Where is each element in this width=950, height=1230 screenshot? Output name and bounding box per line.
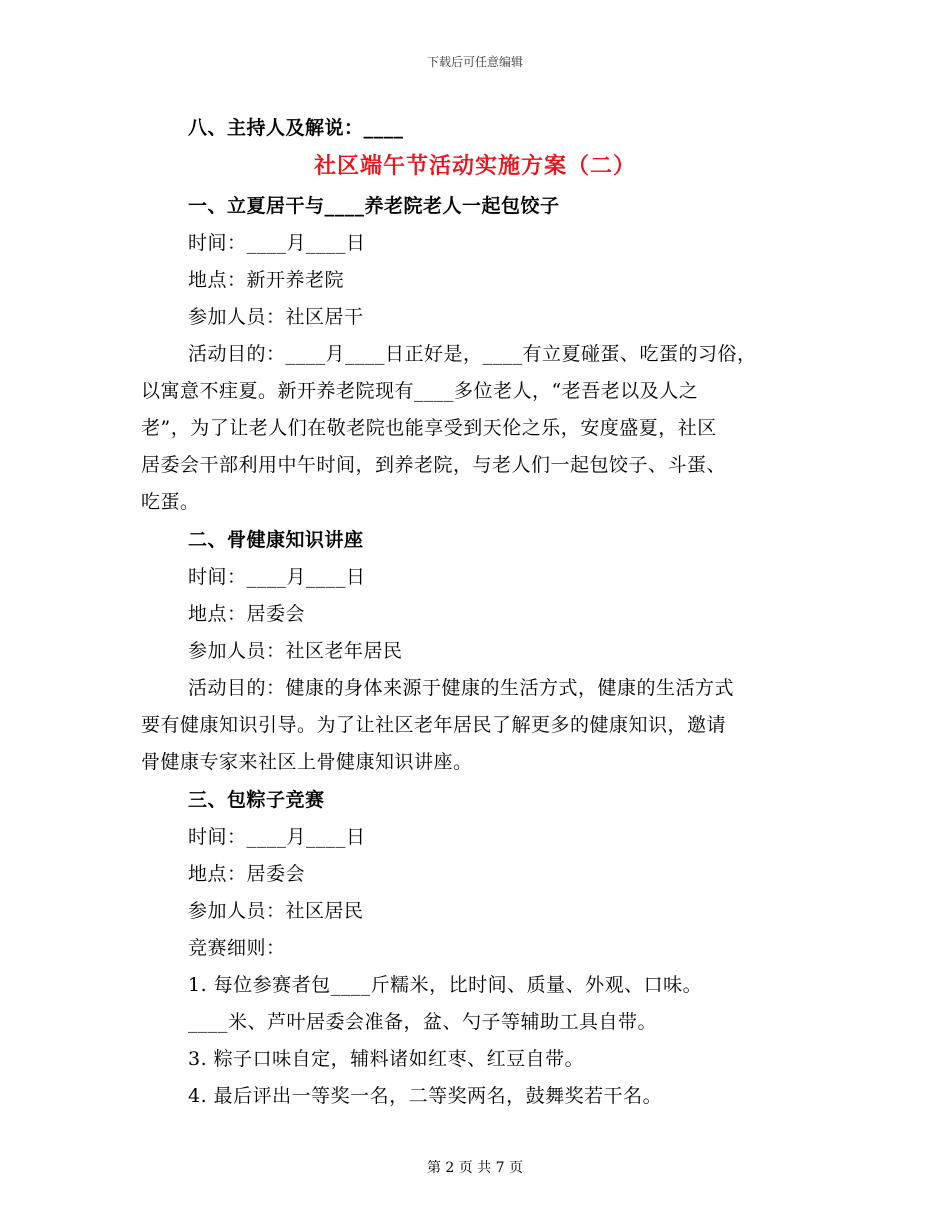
section-2-participants: 参加人员：社区老年居民 [188, 640, 403, 662]
section-3-heading: 三、包粽子竞赛 [188, 789, 325, 811]
section-2-purpose-line: 骨健康专家来社区上骨健康知识讲座。 [141, 751, 473, 773]
section-1-purpose-line: 老”，为了让老人们在敬老院也能享受到天伦之乐，安度盛夏，社区 [141, 417, 717, 439]
page-number: 第 2 页 共 7 页 [426, 1160, 524, 1176]
section-1-place: 地点：新开养老院 [188, 269, 345, 291]
section-1-time: 时间：____月____日 [188, 232, 366, 254]
section-3-place: 地点：居委会 [188, 863, 306, 885]
section-3-rule-item: 1. 每位参赛者包____斤糯米，比时间、质量、外观、口味。 [188, 974, 703, 996]
section-3-participants: 参加人员：社区居民 [188, 900, 364, 922]
section-3-rule-item: 4. 最后评出一等奖一名，二等奖两名，鼓舞奖若干名。 [188, 1085, 663, 1107]
section-2-purpose-line: 活动目的：健康的身体来源于健康的生活方式，健康的生活方式 [188, 677, 735, 699]
header-note: 下载后可任意编辑 [426, 55, 523, 69]
host-line: 八、主持人及解说：____ [188, 117, 404, 139]
section-1-participants: 参加人员：社区居干 [188, 306, 364, 328]
page-title: 社区端午节活动实施方案（二） [313, 153, 636, 179]
section-3-rule-item: ____米、芦叶居委会准备，盆、勺子等辅助工具自带。 [188, 1011, 658, 1033]
section-1-heading: 一、立夏居干与____养老院老人一起包饺子 [188, 195, 560, 217]
section-2-purpose-line: 要有健康知识引导。为了让社区老年居民了解更多的健康知识，邀请 [141, 714, 727, 736]
section-3-rule-item: 3. 粽子口味自定，辅料诸如红枣、红豆自带。 [188, 1048, 585, 1070]
section-1-purpose-line: 以寓意不疰夏。新开养老院现有____多位老人，“老吾老以及人之 [141, 380, 699, 402]
section-3-rules-label: 竞赛细则： [188, 937, 286, 959]
section-3-time: 时间：____月____日 [188, 826, 366, 848]
section-2-heading: 二、骨健康知识讲座 [188, 529, 364, 551]
section-1-purpose-line: 吃蛋。 [141, 491, 200, 513]
section-1-purpose-line: 居委会干部利用中午时间，到养老院，与老人们一起包饺子、斗蛋、 [141, 454, 727, 476]
section-1-purpose-line: 活动目的：____月____日正好是，____有立夏碰蛋、吃蛋的习俗， [188, 343, 757, 365]
section-2-place: 地点：居委会 [188, 603, 306, 625]
section-2-time: 时间：____月____日 [188, 566, 366, 588]
